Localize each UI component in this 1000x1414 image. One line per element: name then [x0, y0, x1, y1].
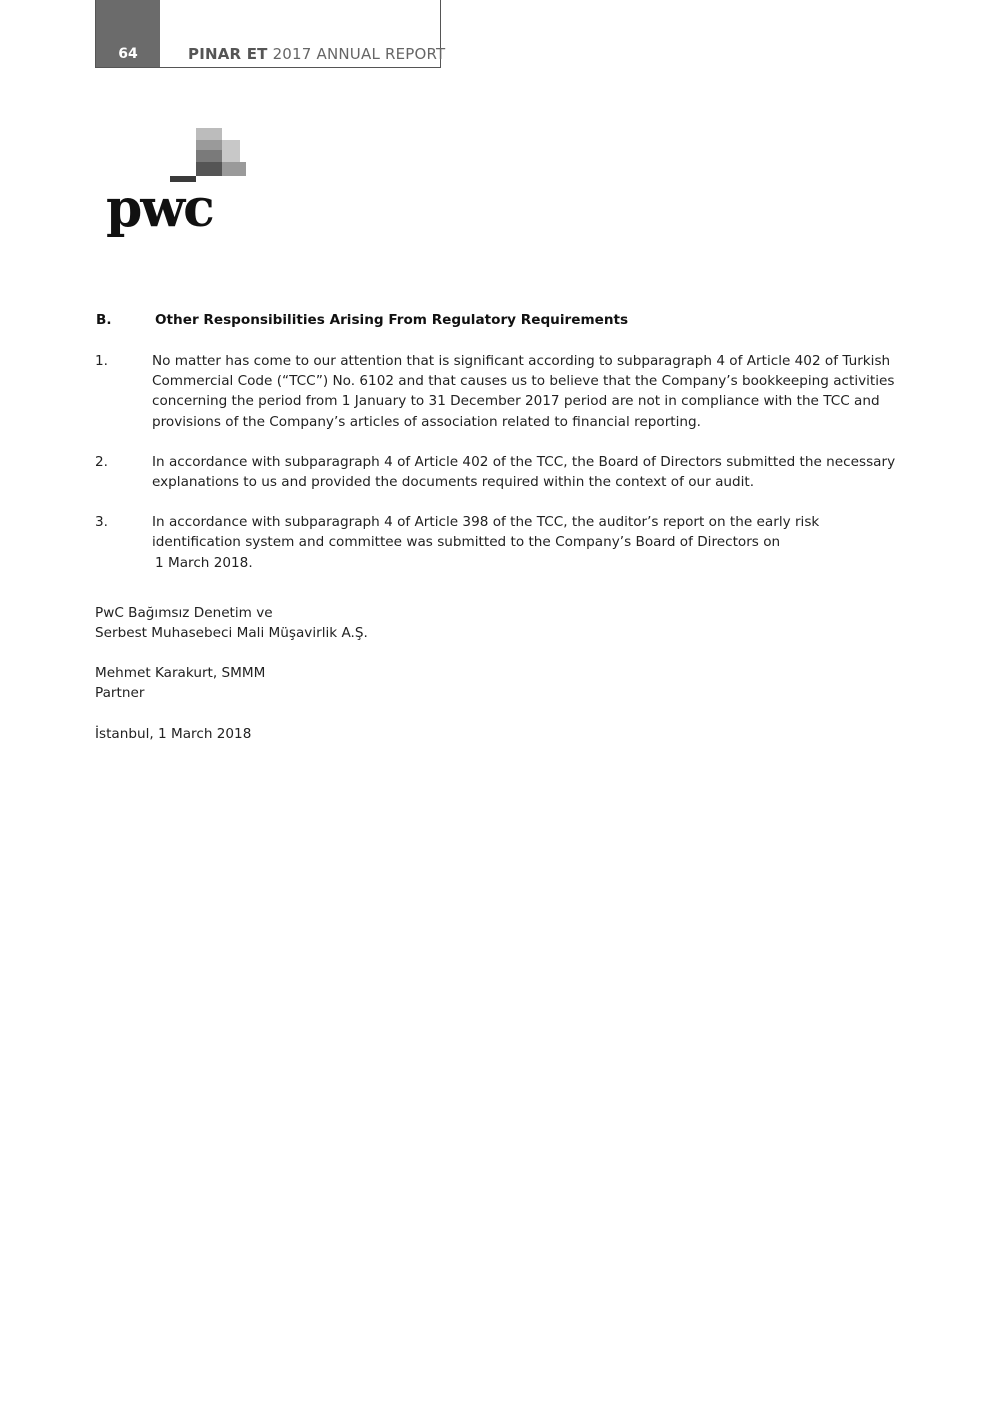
list-item-date: 1 March 2018. [155, 554, 253, 571]
section-letter: B. [96, 312, 112, 328]
page-number: 64 [118, 46, 138, 62]
list-item [95, 452, 900, 492]
report-title [188, 45, 445, 63]
firm-name-block [95, 603, 900, 643]
list-item-number: 3. [95, 514, 108, 531]
list-item-text: No matter has come to our attention that is significant according to subparagraph 4 of Article 402 of Turkish Commercial Code (“TCC”) No. 6102 and that causes us to believe that the Company’s bookkeeping activities concerning the period from 1 January to 31 December 2017 period are not in compliance with the TCC and provisions of the Company’s articles of association related to financial reporting. [152, 353, 895, 430]
numbered-list [95, 351, 900, 573]
list-item-text: In accordance with subparagraph 4 of Article 402 of the TCC, the Board of Directors submitted the necessary explanations to us and provided the documents required within the context of our audit. [152, 453, 896, 491]
report-name: 2017 ANNUAL REPORT [272, 45, 446, 63]
section-title: Other Responsibilities Arising From Regulatory Requirements [155, 312, 629, 328]
section-heading [95, 310, 900, 331]
signer-role: Partner [95, 685, 145, 702]
list-item-number: 2. [95, 453, 108, 470]
report-content [95, 310, 900, 764]
pwc-wordmark: pwc [106, 178, 213, 239]
page-number-box [96, 0, 160, 67]
pwc-logo-graphic [104, 126, 254, 246]
firm-name-line-2: Serbest Muhasebeci Mali Müşavirlik A.Ş. [95, 625, 368, 642]
list-item-text: In accordance with subparagraph 4 of Article 398 of the TCC, the auditor’s report on the early risk identification system and committee was submitted to the Company’s Board of Directors on [152, 514, 820, 551]
pwc-logo [104, 126, 254, 246]
signature-block [95, 603, 900, 744]
list-item [95, 351, 900, 432]
place-date: İstanbul, 1 March 2018 [95, 725, 252, 742]
report-company: PINAR ET [188, 45, 268, 63]
page-header [95, 0, 446, 68]
list-item [95, 512, 900, 573]
place-date-block [95, 724, 900, 744]
firm-name-line-1: PwC Bağımsız Denetim ve [95, 604, 273, 621]
signer-block [95, 663, 900, 703]
signer-name: Mehmet Karakurt, SMMM [95, 665, 266, 682]
list-item-number: 1. [95, 353, 108, 369]
